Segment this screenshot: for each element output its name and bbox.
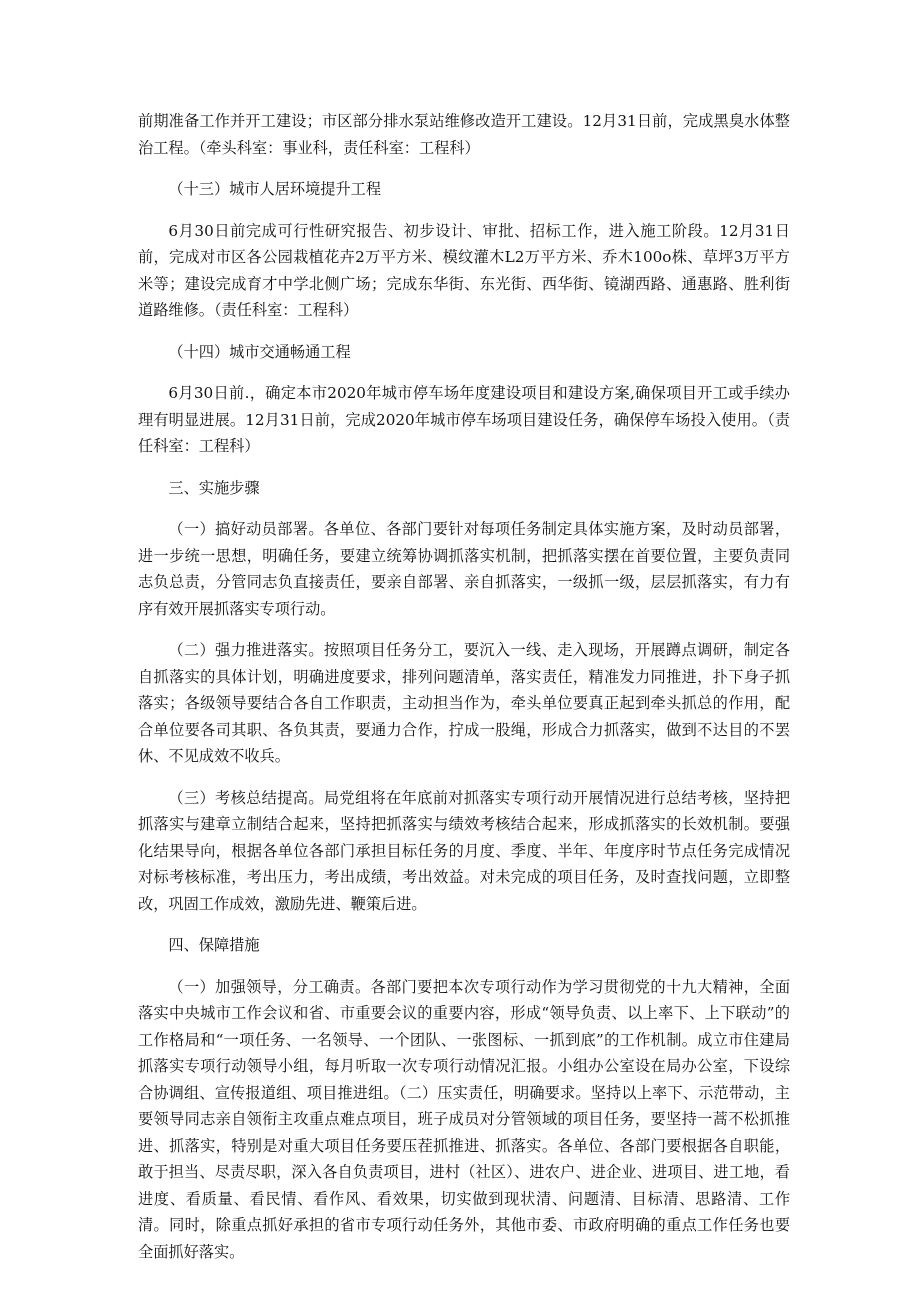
paragraph-leadership: （一）加强领导，分工确责。各部门要把本次专项行动作为学习贯彻党的十九大精神，全面落实中央城市工作会议和省、市重要会议的重要内容，形成“领导负责、以上率下、上下联动”的工作格局和“一项任务、一名领导、一个团队、一张图标、一抓到底”的工作机制。成立市住建局抓落实专项行动领导小组，每月听取一次专项行动情况汇报。小组办公室设在局办公室，下设综合协调组、宣传报道组、项目推进组。（二）压实责任，明确要求。坚持以上率下、示范带动，主要领导同志亲自领衔主攻重点难点项目，班子成员对分管领域的项目任务，要坚持一蒿不松抓推进、抓落实，特别是对重大项目任务要压茬抓推进、抓落实。各单位、各部门要根据各自职能，敢于担当、尽责尽职，深入各自负责项目，进村（社区）、进农户、进企业、进项目、进工地，看进度、看质量、看民情、看作风、看效果，切实做到现状清、问题清、目标清、思路清、工作清。同时，除重点抓好承担的省市专项行动任务外，其他市委、市政府明确的重点工作任务也要全面抓好落实。 bbox=[138, 977, 790, 1261]
paragraph-mobilization: （一）搞好动员部署。各单位、各部门要针对每项任务制定具体实施方案，及时动员部署，进一步统一思想，明确任务，要建立统筹协调抓落实机制，把抓落实摆在首要位置，主要负责同志负总责，分管同志负直接责任，要亲自部署、亲自抓落实，一级抓一级，层层抓落实，有力有序有效开展抓落实专项行动。 bbox=[138, 520, 790, 618]
section-heading-safeguards: 四、保障措施 bbox=[168, 936, 260, 954]
section-heading-13: （十三）城市人居环境提升工程 bbox=[168, 180, 382, 198]
paragraph-traffic: 6月30日前.，确定本市2020年城市停车场年度建设项目和建设方案,确保项目开工或手续办理有明显进展。12月31日前，完成2020年城市停车场项目建设任务，确保停车场投入使用。（责任科室：工程科） bbox=[138, 384, 790, 455]
section-heading-implementation: 三、实施步骤 bbox=[168, 478, 260, 497]
document-body bbox=[138, 108, 790, 1280]
paragraph-assessment: （三）考核总结提高。局党组将在年底前对抓落实专项行动开展情况进行总结考核，坚持把抓落实与建章立制结合起来，坚持把抓落实与绩效考核结合起来，形成抓落实的长效机制。要强化结果导向，根据各单位各部门承担目标任务的月度、季度、半年、年度序时节点任务完成情况对标考核标准，考出压力，考出成绩，考出效益。对未完成的项目任务，及时查找问题，立即整改，巩固工作成效，激励先进、鞭策后进。 bbox=[138, 788, 790, 913]
paragraph-living-environment: 6月30日前完成可行性研究报告、初步设计、审批、招标工作，进入施工阶段。12月31日前，完成对市区各公园栽植花卉2万平方米、模纹灌木L2万平方米、乔木100o株、草坪3万平方米等；建设完成育才中学北侧广场；完成东华街、东光街、西华街、镜湖西路、通惠路、胜利街道路维修。（责任科室：工程科） bbox=[138, 221, 790, 319]
paragraph-promotion: （二）强力推进落实。按照项目任务分工，要沉入一线、走入现场，开展蹲点调研，制定各自抓落实的具体计划，明确进度要求，排列问题清单，落实责任，精准发力同推进，扑下身子抓落实；各级领导要结合各自工作职责，主动担当作为，牵头单位要真正起到牵头抓总的作用，配合单位要各司其职、各负其责，要通力合作，拧成一股绳，形成合力抓落实，做到不达目的不罢休、不见成效不收兵。 bbox=[138, 641, 790, 765]
section-heading-14: （十四）城市交通畅通工程 bbox=[168, 342, 351, 361]
paragraph-continuation: 前期准备工作并开工建设；市区部分排水泵站维修改造开工建设。12月31日前，完成黑臭水体整治工程。（牵头科室：事业科，责任科室：工程科） bbox=[138, 112, 790, 157]
